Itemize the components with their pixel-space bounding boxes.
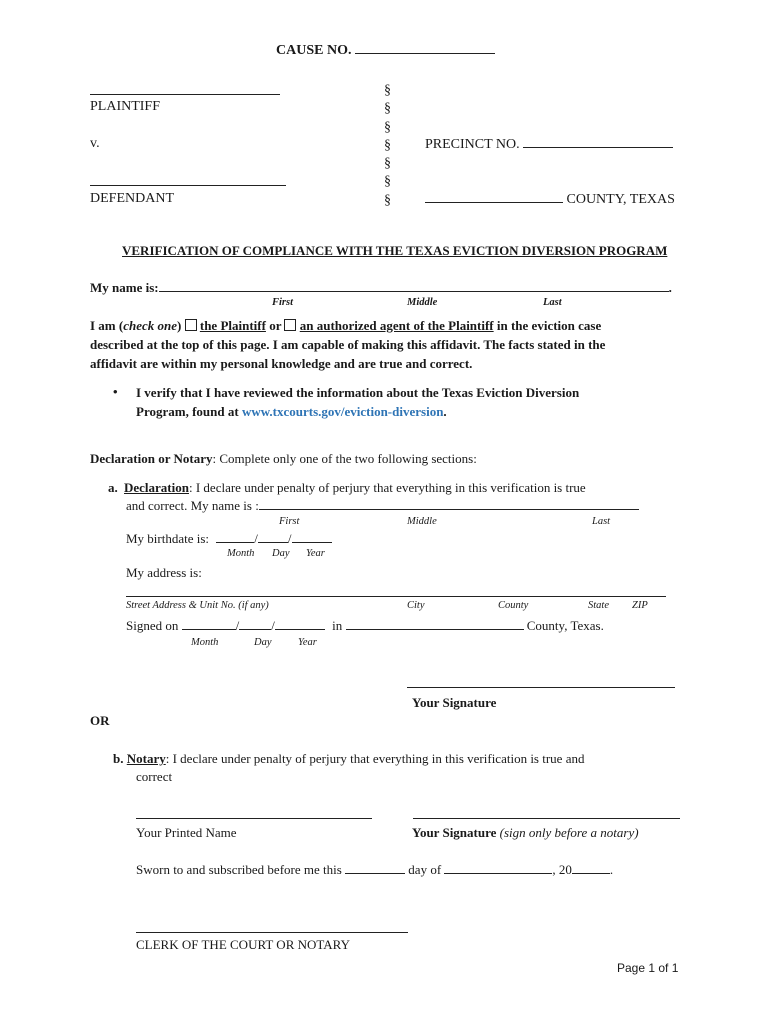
- birth-month-hint: Month: [227, 548, 255, 559]
- cause-number: [276, 42, 495, 59]
- birth-day-hint: Day: [272, 548, 290, 559]
- defendant-name-line[interactable]: [90, 185, 286, 186]
- state-hint: State: [588, 600, 609, 611]
- signed-day-hint: Day: [254, 637, 272, 648]
- signed-year-hint: Year: [298, 637, 317, 648]
- eviction-diversion-link[interactable]: www.txcourts.gov/eviction-diversion: [241, 404, 444, 419]
- plaintiff-checkbox[interactable]: [185, 319, 197, 331]
- i-am-suffix: in the eviction case: [496, 318, 602, 333]
- section-symbol: §: [384, 156, 391, 172]
- i-am-line3: affidavit are within my personal knowledge and are true and correct.: [90, 356, 473, 371]
- day-of-label: day of: [408, 862, 442, 877]
- notary-signature-line[interactable]: [413, 818, 680, 819]
- notary-signature-label: Your Signature: [412, 825, 497, 840]
- birth-year-hint: Year: [306, 548, 325, 559]
- section-b-line1: [113, 751, 584, 767]
- precinct-number: [425, 136, 673, 153]
- declaration-signature-label: Your Signature: [412, 695, 497, 710]
- sworn-period: .: [609, 862, 614, 877]
- birth-year-field[interactable]: [292, 531, 332, 543]
- birthdate-label: My birthdate is:: [126, 531, 210, 546]
- section-b-text2: correct: [136, 769, 173, 784]
- birth-day-field[interactable]: [258, 531, 288, 543]
- signed-month-field[interactable]: [182, 618, 236, 630]
- versus-label: v.: [90, 136, 100, 151]
- sworn-month-field[interactable]: [444, 862, 552, 874]
- zip-hint: ZIP: [632, 600, 648, 611]
- document-title: VERIFICATION OF COMPLIANCE WITH THE TEXAS EVICTION DIVERSION PROGRAM: [122, 243, 668, 258]
- comma-20-label: , 20: [552, 862, 572, 877]
- i-am-line1: [90, 318, 601, 334]
- decl-last-hint: Last: [592, 516, 611, 527]
- county-hint: County: [498, 600, 529, 611]
- address-label: My address is:: [126, 565, 202, 580]
- or-text: or: [269, 318, 282, 333]
- notary-signature-row: [412, 825, 639, 841]
- in-label: in: [332, 618, 343, 633]
- section-symbol: §: [384, 192, 391, 208]
- signed-on-row: Signed on / / in County, Texas.: [126, 618, 604, 633]
- section-a-line2: [126, 498, 639, 514]
- i-am-line2: described at the top of this page. I am capable of making this affidavit. The facts stated in the: [90, 337, 606, 352]
- sworn-prefix: Sworn to and subscribed before me this: [136, 862, 342, 877]
- cause-label: CAUSE NO.: [276, 43, 352, 58]
- section-symbol: §: [384, 119, 391, 135]
- clerk-signature-line[interactable]: [136, 932, 408, 933]
- bullet-line1: I verify that I have reviewed the information about the Texas Eviction Diversion: [136, 385, 580, 400]
- signed-year-field[interactable]: [275, 618, 325, 630]
- my-name-field[interactable]: [159, 280, 669, 292]
- declaration-name-field[interactable]: [259, 498, 639, 510]
- sworn-row: [136, 862, 613, 878]
- decl-middle-hint: Middle: [407, 516, 437, 527]
- declaration-label: Declaration: [124, 480, 189, 495]
- birth-month-field[interactable]: [216, 531, 254, 543]
- my-name-first-hint: First: [272, 297, 294, 308]
- sworn-day-field[interactable]: [345, 862, 405, 874]
- my-name-row: My name is: .: [90, 280, 672, 295]
- notary-label: Notary: [126, 751, 166, 766]
- page-number: Page 1 of 1: [617, 961, 679, 975]
- plaintiff-label: PLAINTIFF: [90, 99, 161, 114]
- cause-number-field[interactable]: [355, 42, 495, 54]
- clerk-label: CLERK OF THE COURT OR NOTARY: [136, 937, 351, 952]
- county-label: COUNTY, TEXAS: [566, 192, 675, 207]
- decl-first-hint: First: [279, 516, 300, 527]
- section-symbol: §: [384, 137, 391, 153]
- signed-county-field[interactable]: [346, 618, 524, 630]
- city-hint: City: [407, 600, 425, 611]
- my-name-middle-hint: Middle: [407, 297, 438, 308]
- decl-or-notary-text: : Complete only one of the two following sections:: [212, 451, 477, 466]
- bullet-period: .: [443, 404, 447, 419]
- county-name-field[interactable]: [425, 191, 563, 203]
- decl-or-notary: [90, 451, 477, 467]
- agent-checkbox[interactable]: [284, 319, 296, 331]
- printed-name-label: Your Printed Name: [136, 825, 237, 840]
- section-symbols: [384, 82, 391, 210]
- my-name-last-hint: Last: [543, 297, 562, 308]
- section-symbol: §: [384, 101, 391, 117]
- option-plaintiff-label: the Plaintiff: [199, 318, 266, 333]
- my-name-label: My name is:: [90, 280, 159, 295]
- signed-month-hint: Month: [191, 637, 219, 648]
- section-symbol: §: [384, 174, 391, 190]
- section-b-text1: : I declare under penalty of perjury that everything in this verification is true and: [165, 751, 585, 766]
- defendant-label: DEFENDANT: [90, 191, 174, 206]
- i-am-close: ): [177, 318, 182, 333]
- birthdate-row: My birthdate is: / /: [126, 531, 332, 547]
- bullet-line2: [136, 404, 447, 420]
- street-hint: Street Address & Unit No. (if any): [126, 600, 269, 611]
- i-am-prefix: I am (: [90, 318, 124, 333]
- address-line[interactable]: [126, 596, 666, 597]
- section-a-letter: a.: [108, 480, 118, 495]
- bullet-icon: •: [113, 384, 118, 399]
- declaration-signature-line[interactable]: [407, 687, 675, 688]
- precinct-number-field[interactable]: [523, 136, 673, 148]
- section-symbol: §: [384, 83, 391, 98]
- county-texas-label: County, Texas.: [526, 618, 604, 633]
- or-label: OR: [90, 713, 110, 728]
- sworn-year-field[interactable]: [572, 862, 610, 874]
- signed-on-label: Signed on: [126, 618, 179, 633]
- county-texas: [425, 191, 675, 208]
- printed-name-line[interactable]: [136, 818, 372, 819]
- section-a-text2: and correct. My name is :: [126, 498, 259, 513]
- precinct-label: PRECINCT NO.: [425, 137, 520, 152]
- section-a-line1: [108, 480, 586, 496]
- check-one-hint: check one: [123, 318, 178, 333]
- sign-note: (sign only before a notary): [499, 825, 639, 840]
- bullet-line2-prefix: Program, found at: [136, 404, 239, 419]
- signed-day-field[interactable]: [239, 618, 271, 630]
- option-agent-label: an authorized agent of the Plaintiff: [299, 318, 494, 333]
- decl-or-notary-label: Declaration or Notary: [90, 451, 213, 466]
- plaintiff-name-line[interactable]: [90, 94, 280, 95]
- section-a-text1: : I declare under penalty of perjury that everything in this verification is true: [188, 480, 586, 495]
- section-b-letter: b.: [113, 751, 124, 766]
